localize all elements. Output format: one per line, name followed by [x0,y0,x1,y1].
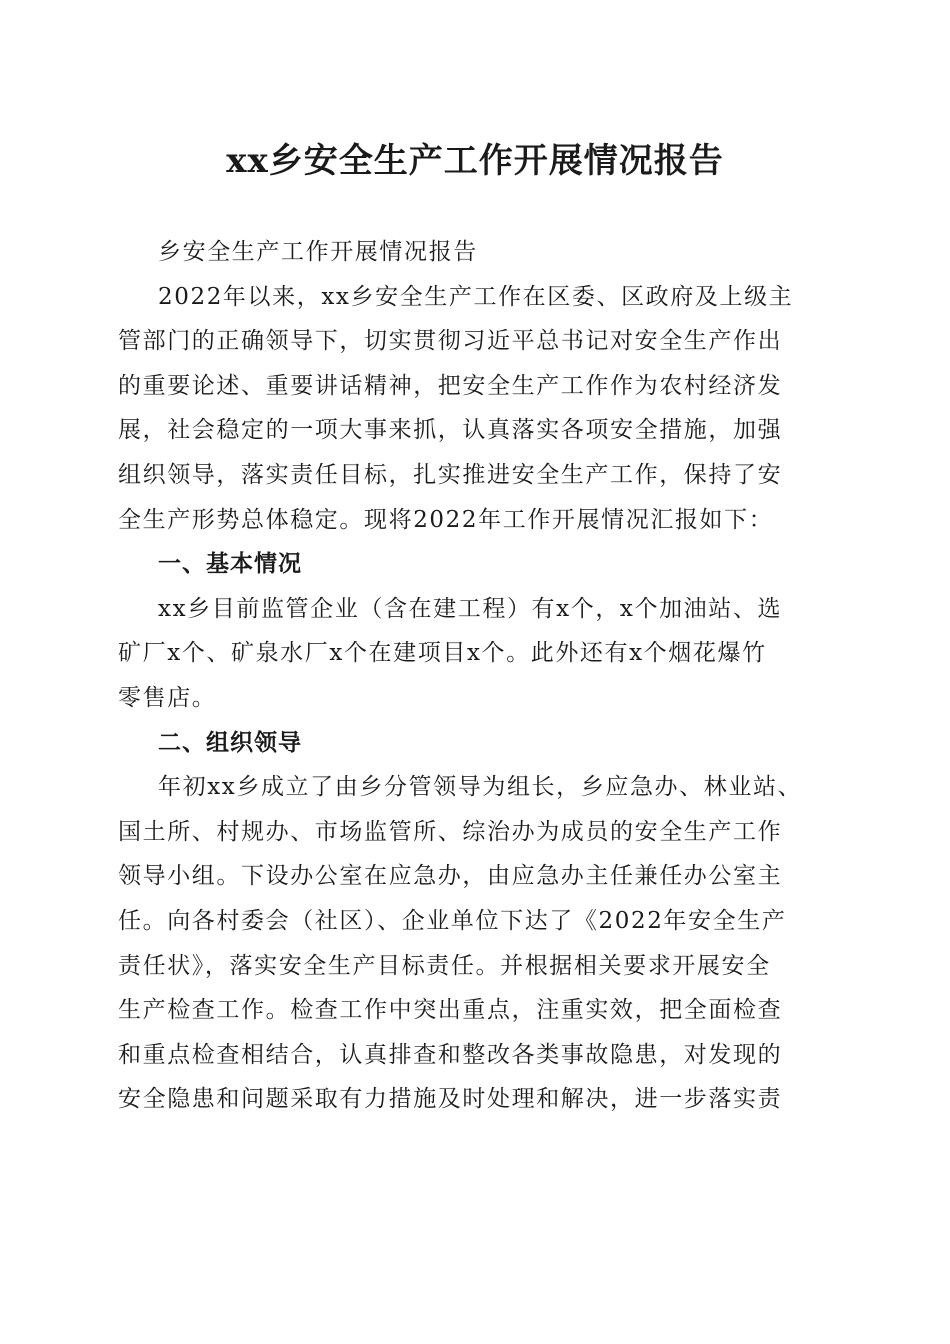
paragraph-line: 组织领导，落实责任目标，扎实推进安全生产工作，保持了安 [118,461,783,488]
section-heading: 二、组织领导 [158,729,302,756]
paragraph-line: 安全隐患和问题采取有力措施及时处理和解决，进一步落实责 [118,1086,783,1113]
paragraph-line: 展，社会稳定的一项大事来抓，认真落实各项安全措施，加强 [118,417,783,444]
section-heading: 一、基本情况 [158,551,302,578]
document-body [118,230,838,1122]
paragraph-line: 零售店。 [118,684,217,711]
paragraph-line: 任。向各村委会（社区）、企业单位下达了《2022年安全生产 [118,907,787,934]
paragraph-line: 2022年以来，xx乡安全生产工作在区委、区政府及上级主 [158,283,794,310]
paragraph-line: 和重点检查相结合，认真排查和整改各类事故隐患，对发现的 [118,1041,783,1068]
paragraph-line: 的重要论述、重要讲话精神，把安全生产工作作为农村经济发 [118,372,783,399]
paragraph-line: 管部门的正确领导下，切实贯彻习近平总书记对安全生产作出 [118,328,783,355]
paragraph-line: 生产检查工作。检查工作中突出重点，注重实效，把全面检查 [118,997,783,1024]
paragraph-line: 国土所、村规办、市场监管所、综治办为成员的安全生产工作 [118,818,783,845]
paragraph-line: 领导小组。下设办公室在应急办，由应急办主任兼任办公室主 [118,863,783,890]
paragraph-line: 全生产形势总体稳定。现将2022年工作开展情况汇报如下： [118,506,774,533]
paragraph-line: xx乡目前监管企业（含在建工程）有x个，x个加油站、选 [158,595,783,622]
paragraph-line: 矿厂x个、矿泉水厂x个在建项目x个。此外还有x个烟花爆竹 [118,640,767,667]
document-title: xx乡安全生产工作开展情况报告 [226,141,724,181]
paragraph-line: 年初xx乡成立了由乡分管领导为组长，乡应急办、林业站、 [158,774,803,801]
paragraph-line: 责任状》，落实安全生产目标责任。并根据相关要求开展安全 [118,952,771,979]
subtitle-line: 乡安全生产工作开展情况报告 [158,239,478,265]
